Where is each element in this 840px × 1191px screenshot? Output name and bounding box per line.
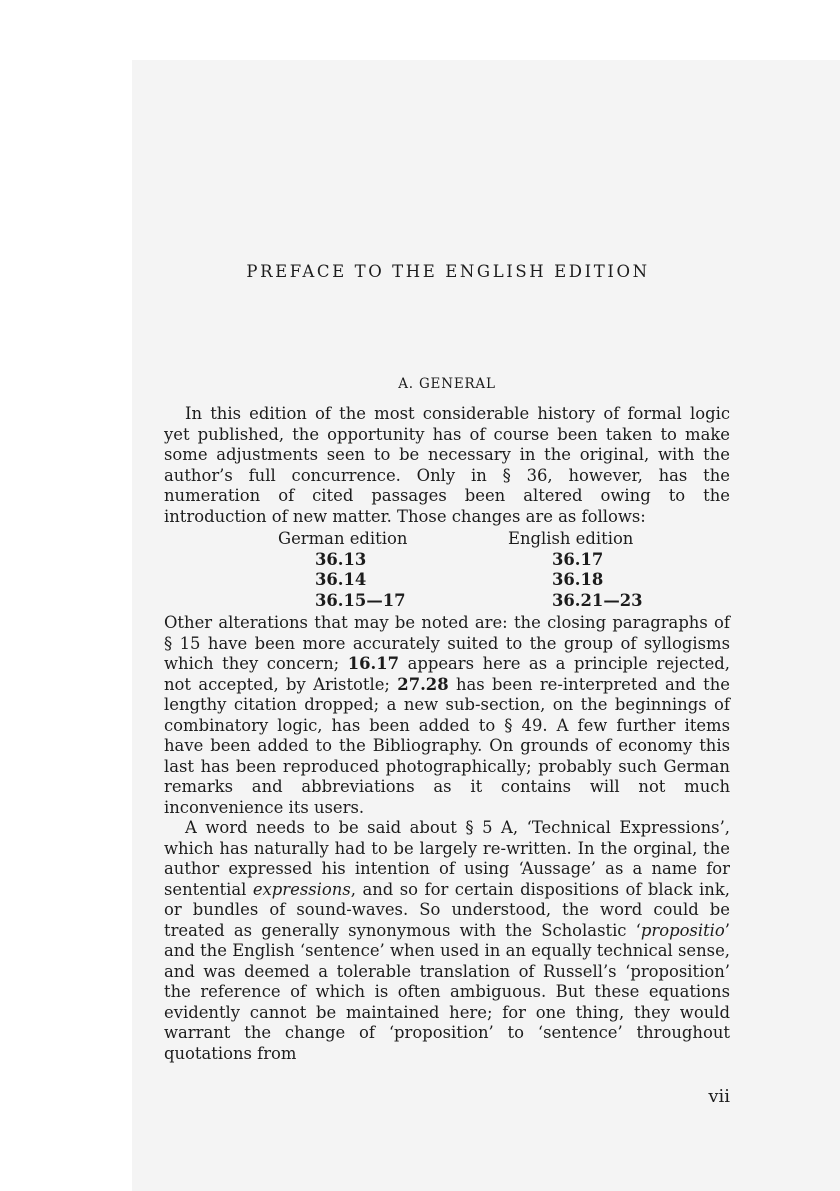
table-header-row xyxy=(164,529,730,550)
table-row xyxy=(164,570,730,591)
paragraph-3-text: A word needs to be said about § 5 A, ‘Technical Expressions’, which has naturally had to be largely re-written. In the orginal, the author expressed his intention of using ‘Aussage’ as a name for sentential xyxy=(164,818,730,899)
page-title: PREFACE TO THE ENGLISH EDITION xyxy=(246,262,650,281)
table-cell-german: 36.14 xyxy=(315,570,367,589)
table-cell-german: 36.15—17 xyxy=(315,590,406,610)
paragraph-2-ref: 27.28 xyxy=(397,674,449,694)
paragraph-2-ref: 16.17 xyxy=(347,654,400,673)
table-header-english: English edition xyxy=(508,529,634,548)
paragraph-3-text: ’ and the English ‘sentence’ when used in an equally technical sense, and was deemed a tolerable translation of Russell’s ‘proposition’ the reference of which is often ambiguous. But these equations evidently cannot be maintained here; for one thing, they would warrant the change of ‘proposition’ to ‘sentence’ throughout quotations from xyxy=(164,920,730,1063)
paragraph-2-text: has been re-interpreted and the lengthy citation dropped; a new sub-section, on the beginnings of combinatory logic, has been added to § 49. A few further items have been added to the Bibliography. On grounds of economy this last has been reproduced photographically; probably such German remarks and abbreviations as it contains will not much inconvenience its users. xyxy=(164,674,731,817)
body-text xyxy=(164,404,730,1064)
table-row xyxy=(164,550,730,571)
table-cell-english: 36.17 xyxy=(552,549,604,569)
paragraph-3-emphasis: propositio xyxy=(640,920,725,940)
table-cell-english: 36.21—23 xyxy=(552,590,643,610)
table-row xyxy=(164,591,730,612)
paragraph-3 xyxy=(164,818,730,1064)
section-heading: A. GENERAL xyxy=(398,376,496,392)
paragraph-2 xyxy=(164,613,730,818)
table-header-german: German edition xyxy=(278,529,408,548)
paragraph-2-text: Other alterations that may be noted are: the closing paragraphs of § 15 have been more accurately suited to the group of syllogisms which they concern; xyxy=(164,613,730,673)
table-cell-english: 36.18 xyxy=(552,570,604,589)
paragraph-2-text: appears here as a principle rejected, not accepted, by Aristotle; xyxy=(164,654,730,694)
page-number: vii xyxy=(708,1086,730,1107)
table-cell-german: 36.13 xyxy=(315,549,367,569)
paragraph-3-text: , and so for certain dispositions of black ink, or bundles of sound-waves. So understood, the word could be treated as generally synonymous with the Scholastic ‘ xyxy=(164,879,730,940)
paragraph-1: In this edition of the most considerable history of formal logic yet published, the opportunity has of course been taken to make some adjustments seen to be necessary in the original, with the author’s full concurrence. Only in § 36, however, has the numeration of cited passages been altered owing to the introduction of new matter. Those changes are as follows: xyxy=(164,404,730,526)
numeration-table xyxy=(164,529,730,611)
paragraph-3-emphasis: expressions xyxy=(252,879,351,899)
